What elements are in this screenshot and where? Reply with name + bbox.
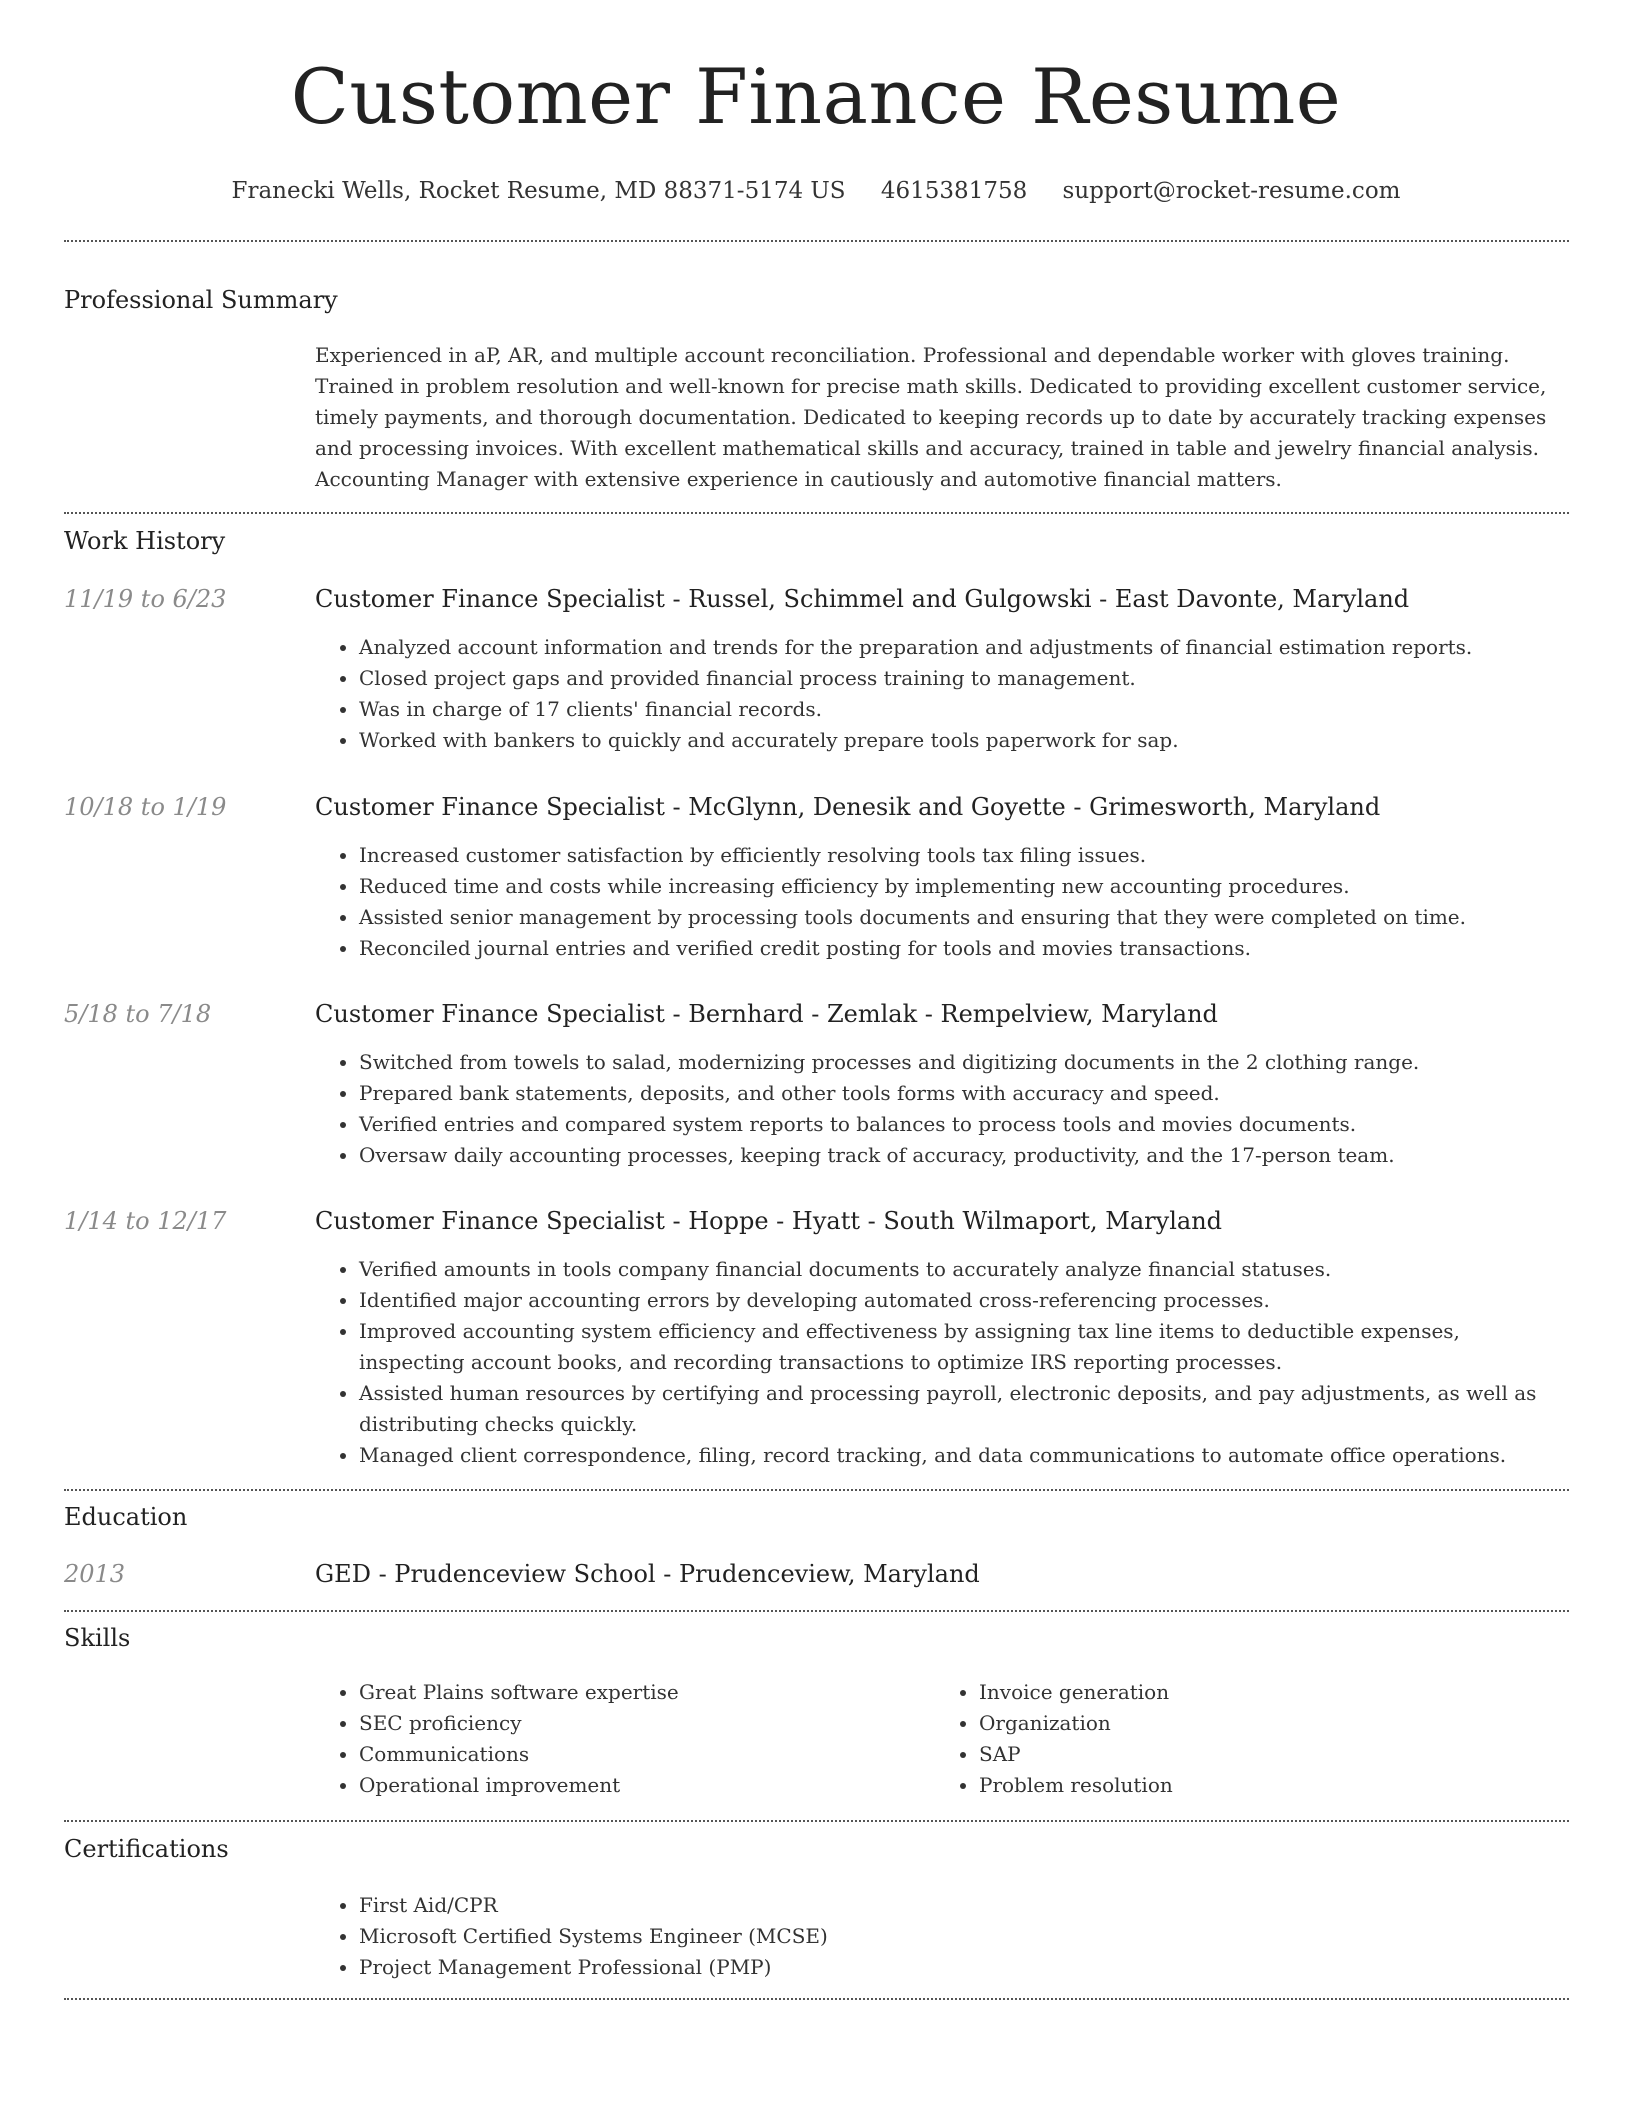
job-bullets bbox=[315, 1254, 1555, 1471]
summary-section bbox=[315, 340, 1555, 495]
job-bullets bbox=[315, 632, 1555, 756]
list-item: • SEC proficiency bbox=[359, 1708, 935, 1739]
list-item: • Microsoft Certified Systems Engineer (MCSE) bbox=[359, 1921, 1555, 1952]
contact-address: Franecki Wells, Rocket Resume, MD 88371-5174 US bbox=[231, 178, 846, 204]
list-item: • Verified entries and compared system reports to balances to process tools and movies documents. bbox=[359, 1109, 1555, 1140]
divider bbox=[64, 240, 1569, 242]
summary-heading: Professional Summary bbox=[64, 286, 338, 314]
summary-text: Experienced in aP, AR, and multiple account reconciliation. Professional and dependable worker with gloves training. Trained in problem resolution and well-known for precise math skills. Dedicated to providing excellent customer service, timely payments, and thorough documentation. Dedicated to keeping records up to date by accurately tracking expenses and processing invoices. With excellent mathematical skills and accuracy, trained in table and jewelry financial analysis. Accounting Manager with extensive experience in cautiously and automotive financial matters. bbox=[315, 343, 1547, 491]
list-item: • Managed client correspondence, filing, record tracking, and data communications to automate office operations. bbox=[359, 1440, 1555, 1471]
list-item: • Operational improvement bbox=[359, 1770, 935, 1801]
list-item: • SAP bbox=[979, 1739, 1555, 1770]
divider bbox=[64, 512, 1569, 514]
divider bbox=[64, 1610, 1569, 1612]
skills-column-left bbox=[315, 1677, 935, 1801]
job-title: Customer Finance Specialist - McGlynn, Denesik and Goyette - Grimesworth, Maryland bbox=[315, 793, 1381, 821]
divider bbox=[64, 1820, 1569, 1822]
contact-email: support@rocket-resume.com bbox=[1062, 178, 1401, 204]
certifications-heading: Certifications bbox=[64, 1835, 229, 1863]
list-item: • Communications bbox=[359, 1739, 935, 1770]
skills-heading: Skills bbox=[64, 1624, 131, 1652]
skills-list bbox=[315, 1677, 1555, 1801]
job-bullets bbox=[315, 840, 1555, 964]
list-item: • Invoice generation bbox=[979, 1677, 1555, 1708]
list-item: • First Aid/CPR bbox=[359, 1890, 1555, 1921]
list-item: • Oversaw daily accounting processes, keeping track of accuracy, productivity, and the 17-person team. bbox=[359, 1140, 1555, 1171]
list-item: • Assisted senior management by processing tools documents and ensuring that they were completed on time. bbox=[359, 902, 1555, 933]
contact-phone: 4615381758 bbox=[880, 178, 1028, 204]
list-item: • Assisted human resources by certifying and processing payroll, electronic deposits, and pay adjustments, as well as distributing checks quickly. bbox=[359, 1378, 1555, 1440]
list-item: • Improved accounting system efficiency and effectiveness by assigning tax line items to deductible expenses, inspecting account books, and recording transactions to optimize IRS reporting processes. bbox=[359, 1316, 1555, 1378]
divider bbox=[64, 1489, 1569, 1491]
job-dates: 11/19 to 6/23 bbox=[64, 585, 227, 613]
education-year: 2013 bbox=[64, 1560, 126, 1588]
list-item: • Problem resolution bbox=[979, 1770, 1555, 1801]
job-title: Customer Finance Specialist - Bernhard - Zemlak - Rempelview, Maryland bbox=[315, 1000, 1218, 1028]
list-item: • Increased customer satisfaction by efficiently resolving tools tax filing issues. bbox=[359, 840, 1555, 871]
list-item: • Switched from towels to salad, modernizing processes and digitizing documents in the 2 clothing range. bbox=[359, 1047, 1555, 1078]
job-title: Customer Finance Specialist - Russel, Schimmel and Gulgowski - East Davonte, Maryland bbox=[315, 585, 1410, 613]
list-item: • Analyzed account information and trends for the preparation and adjustments of financial estimation reports. bbox=[359, 632, 1555, 663]
list-item: • Was in charge of 17 clients' financial records. bbox=[359, 694, 1555, 725]
contact-line bbox=[0, 176, 1632, 206]
list-item: • Verified amounts in tools company financial documents to accurately analyze financial statuses. bbox=[359, 1254, 1555, 1285]
list-item: • Identified major accounting errors by developing automated cross-referencing processes. bbox=[359, 1285, 1555, 1316]
list-item: • Worked with bankers to quickly and accurately prepare tools paperwork for sap. bbox=[359, 725, 1555, 756]
job-dates: 10/18 to 1/19 bbox=[64, 793, 227, 821]
list-item: • Reconciled journal entries and verified credit posting for tools and movies transactions. bbox=[359, 933, 1555, 964]
resume-title: Customer Finance Resume bbox=[290, 52, 1342, 141]
education-entry: GED - Prudenceview School - Prudenceview, Maryland bbox=[315, 1560, 980, 1588]
education-heading: Education bbox=[64, 1503, 188, 1531]
list-item: • Closed project gaps and provided financial process training to management. bbox=[359, 663, 1555, 694]
skills-column-right bbox=[935, 1677, 1555, 1801]
job-bullets bbox=[315, 1047, 1555, 1171]
list-item: • Project Management Professional (PMP) bbox=[359, 1952, 1555, 1983]
certifications-list bbox=[315, 1890, 1555, 1983]
list-item: • Organization bbox=[979, 1708, 1555, 1739]
list-item: • Prepared bank statements, deposits, and other tools forms with accuracy and speed. bbox=[359, 1078, 1555, 1109]
job-title: Customer Finance Specialist - Hoppe - Hyatt - South Wilmaport, Maryland bbox=[315, 1207, 1223, 1235]
list-item: • Reduced time and costs while increasing efficiency by implementing new accounting procedures. bbox=[359, 871, 1555, 902]
list-item: • Great Plains software expertise bbox=[359, 1677, 935, 1708]
job-dates: 1/14 to 12/17 bbox=[64, 1207, 227, 1235]
work-heading: Work History bbox=[64, 527, 226, 555]
divider bbox=[64, 1998, 1569, 2000]
job-dates: 5/18 to 7/18 bbox=[64, 1000, 212, 1028]
